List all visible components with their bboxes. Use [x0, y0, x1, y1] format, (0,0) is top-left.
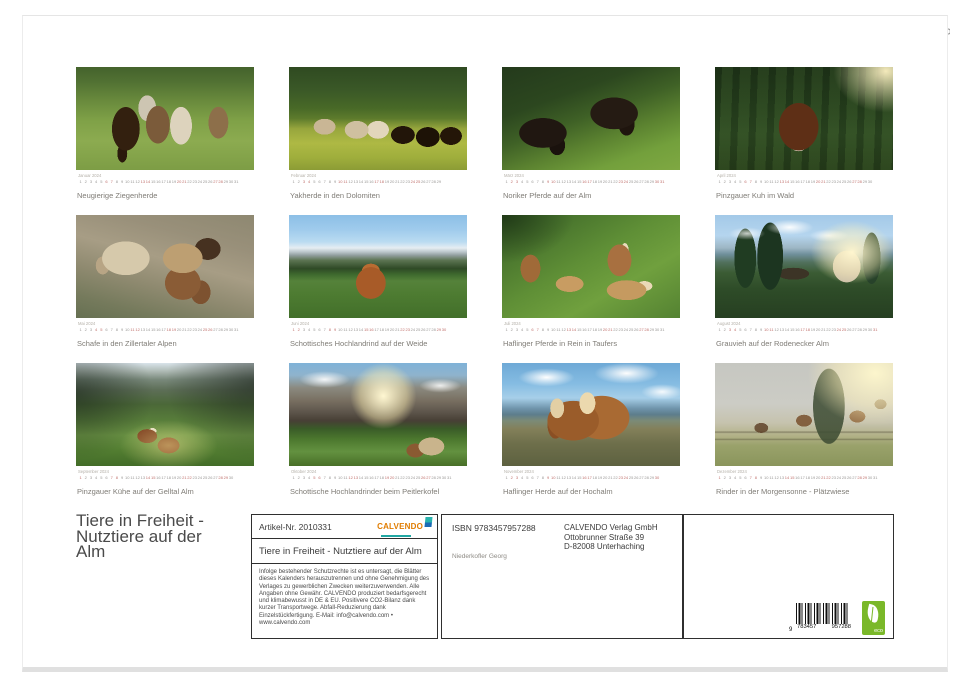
month-cell-january: [76, 67, 254, 200]
mini-calendar-strip: 1 2 3 4 5 6 7 8 9 10 11 12 13 14 15 16 17 18 19 20 21 22 23 24 25 26 27 28 29 30: [292, 327, 447, 332]
ean-group-1: 783457: [797, 624, 817, 630]
mini-calendar-strip: 1 2 3 4 5 6 7 8 9 10 11 12 13 14 15 16 17 18 19 20 21 22 23 24 25 26 27 28 29 30: [718, 179, 873, 184]
month-cell-october: [289, 363, 467, 496]
calendar-title-line: Alm: [76, 542, 106, 561]
calvendo-logo-wordmark: [377, 516, 423, 537]
product-info-box: [251, 514, 438, 639]
month-photo-valley-cows: [76, 363, 254, 466]
month-label: November 2024: [504, 469, 534, 474]
barcode-box: [683, 514, 894, 639]
month-photo-yaks: [289, 67, 467, 170]
month-label: März 2024: [504, 173, 524, 178]
month-photo-noriker-horses: [502, 67, 680, 170]
month-caption: Schottisches Hochlandrind auf der Weide: [290, 339, 428, 348]
publisher-city: D-82008 Unterhaching: [564, 542, 645, 551]
calvendo-tagline-line: [381, 535, 411, 537]
month-caption: Haflinger Herde auf der Hochalm: [503, 487, 613, 496]
publisher-street: Ottobrunner Straße 39: [564, 532, 645, 542]
month-cell-november: [502, 363, 680, 496]
eco-badge: [862, 601, 885, 635]
calvendo-flag-icon: [424, 517, 432, 527]
month-label: Juni 2024: [291, 321, 310, 326]
month-label: September 2024: [78, 469, 109, 474]
month-photo-goats: [76, 67, 254, 170]
month-caption: Schafe in den Zillertaler Alpen: [77, 339, 177, 348]
isbn-number: ISBN 9783457957288: [452, 523, 536, 533]
month-cell-june: [289, 215, 467, 348]
month-caption: Yakherde in den Dolomiten: [290, 191, 380, 200]
month-caption: Pinzgauer Kühe auf der Gelltal Alm: [77, 487, 194, 496]
page-sheet: [22, 15, 948, 672]
month-caption: Noriker Pferde auf der Alm: [503, 191, 592, 200]
month-caption: Pinzgauer Kuh im Wald: [716, 191, 795, 200]
month-cell-september: [76, 363, 254, 496]
month-photo-horse-herd: [502, 363, 680, 466]
eco-label: eco: [874, 628, 883, 634]
month-photo-sheep: [76, 215, 254, 318]
calvendo-logo: [377, 516, 432, 537]
month-cell-december: [715, 363, 893, 496]
month-cell-july: [502, 215, 680, 348]
mini-calendar-strip: 1 2 3 4 5 6 7 8 9 10 11 12 13 14 15 16 17 18 19 20 21 22 23 24 25 26 27 28 29 30 31: [79, 327, 239, 332]
month-photo-peitlerkofel-cattle: [289, 363, 467, 466]
month-photo-grey-cattle: [715, 215, 893, 318]
mini-calendar-strip: 1 2 3 4 5 6 7 8 9 10 11 12 13 14 15 16 17 18 19 20 21 22 23 24 25 26 27 28 29 30 31: [505, 327, 665, 332]
mini-calendar-strip: 1 2 3 4 5 6 7 8 9 10 11 12 13 14 15 16 17 18 19 20 21 22 23 24 25 26 27 28 29 30: [79, 475, 234, 480]
mini-calendar-strip: 1 2 3 4 5 6 7 8 9 10 11 12 13 14 15 16 17 18 19 20 21 22 23 24 25 26 27 28 29: [292, 179, 442, 184]
article-number: Artikel-Nr. 2010331: [259, 521, 332, 532]
month-label: Mai 2024: [78, 321, 96, 326]
legal-text: Infolge bestehender Schutzrechte ist es untersagt, die Blätter dieses Kalenders herauszutrennen und ohne Genehmigung des Verlages zu gewerblichen Zwecken weiterzuverwenden. Alle Angaben ohne Gewähr. CALVENDO produziert bedarfsgerecht und klimabewusst in DE & EU. Positivere CO2-Bilanz dank kurzer Transportwege. Abfall-Reduzierung dank Einzelstückfertigung. E-Mail: info@calvendo.com • www.calvendo.com: [259, 569, 430, 627]
month-caption: Haflinger Pferde in Rein in Taufers: [503, 339, 618, 348]
barcode-number: [796, 624, 852, 630]
mini-calendar-strip: 1 2 3 4 5 6 7 8 9 10 11 12 13 14 15 16 17 18 19 20 21 22 23 24 25 26 27 28 29 30: [505, 475, 660, 480]
mini-calendar-strip: 1 2 3 4 5 6 7 8 9 10 11 12 13 14 15 16 17 18 19 20 21 22 23 24 25 26 27 28 29 30 31: [718, 327, 878, 332]
month-cell-may: [76, 215, 254, 348]
month-photo-highland-cattle: [289, 215, 467, 318]
barcode-bars: [796, 603, 850, 625]
mini-calendar-strip: 1 2 3 4 5 6 7 8 9 10 11 12 13 14 15 16 17 18 19 20 21 22 23 24 25 26 27 28 29 30 31: [505, 179, 665, 184]
months-grid: [76, 67, 893, 496]
month-label: Januar 2024: [78, 173, 102, 178]
month-photo-haflinger-horses: [502, 215, 680, 318]
author-name: Niederkofler Georg: [452, 553, 507, 560]
month-label: April 2024: [717, 173, 736, 178]
month-label: Juli 2024: [504, 321, 521, 326]
calvendo-logo-text: CALVENDO: [377, 522, 423, 532]
calendar-title-line: Nutztiere auf der: [76, 526, 202, 546]
month-caption: Schottische Hochlandrinder beim Peitlerkofel: [290, 487, 440, 496]
month-cell-march: [502, 67, 680, 200]
calendar-title: [76, 513, 256, 560]
month-caption: Neugierige Ziegenherde: [77, 191, 158, 200]
ean-barcode: [789, 603, 857, 633]
month-label: Februar 2024: [291, 173, 317, 178]
month-label: August 2024: [717, 321, 741, 326]
leaf-icon: [865, 604, 881, 623]
publisher-address: [564, 523, 658, 552]
product-title: Tiere in Freiheit - Nutztiere auf der Alm: [252, 539, 437, 564]
month-photo-morning-fog-cattle: [715, 363, 893, 466]
mini-calendar-strip: 1 2 3 4 5 6 7 8 9 10 11 12 13 14 15 16 17 18 19 20 21 22 23 24 25 26 27 28 29 30 31: [292, 475, 452, 480]
month-caption: Grauvieh auf der Rodenecker Alm: [716, 339, 829, 348]
month-cell-february: [289, 67, 467, 200]
month-caption: Rinder in der Morgensonne - Plätzwiese: [716, 487, 850, 496]
ean-group-2: 957288: [831, 624, 851, 630]
month-cell-april: [715, 67, 893, 200]
month-cell-august: [715, 215, 893, 348]
mini-calendar-strip: 1 2 3 4 5 6 7 8 9 10 11 12 13 14 15 16 17 18 19 20 21 22 23 24 25 26 27 28 29 30 31: [718, 475, 878, 480]
publisher-name: CALVENDO Verlag GmbH: [564, 523, 658, 532]
month-label: Dezember 2024: [717, 469, 747, 474]
mini-calendar-strip: 1 2 3 4 5 6 7 8 9 10 11 12 13 14 15 16 17 18 19 20 21 22 23 24 25 26 27 28 29 30 31: [79, 179, 239, 184]
ean-lead-digit: 9: [789, 627, 793, 633]
month-photo-cow-forest: [715, 67, 893, 170]
publisher-box: [441, 514, 683, 639]
calendar-title-line: Tiere in Freiheit -: [76, 511, 204, 530]
month-label: Oktober 2024: [291, 469, 317, 474]
article-row: [252, 515, 437, 539]
